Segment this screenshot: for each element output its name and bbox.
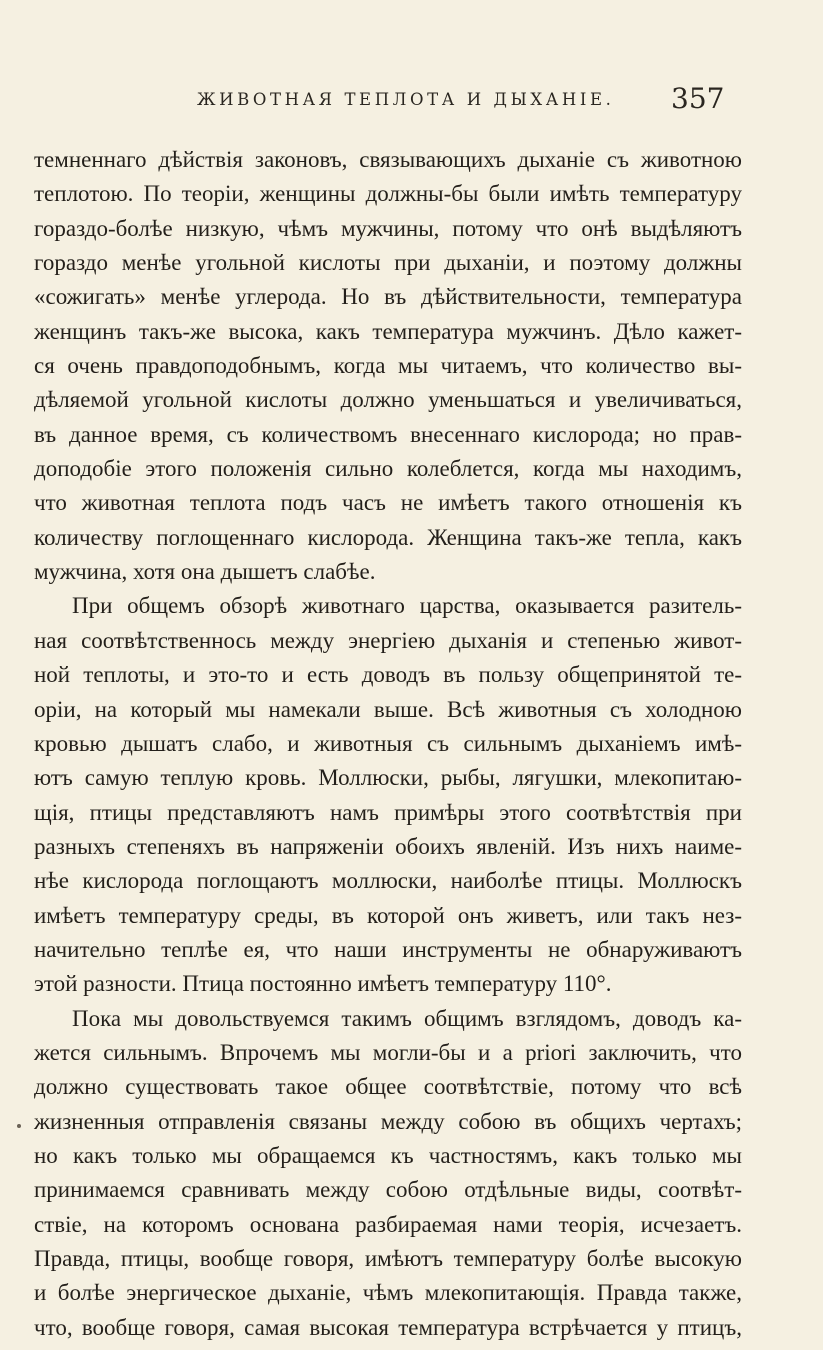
text-line: Правда, птицы, вообще говоря, имѣютъ температуру болѣе высокую (34, 1246, 742, 1271)
text-line: жется сильнымъ. Впрочемъ мы могли-бы и a priori заключить, что (34, 1039, 742, 1065)
text-line: ной теплоты, и это-то и есть доводъ въ пользу общепринятой те- (34, 662, 742, 688)
text-line: темненнаго дѣйствія законовъ, связывающихъ дыханіе съ животною (34, 147, 742, 172)
text-line: что, вообще говоря, самая высокая температура встрѣчается у птицъ, (34, 1314, 742, 1340)
text-line: должно существовать такое общее соотвѣтствіе, потому что всѣ (34, 1074, 742, 1100)
text-line: но какъ только мы обращаемся къ частностямъ, какъ только мы (34, 1142, 742, 1168)
text-line: мужчина, хотя она дышетъ слабѣе. (34, 559, 376, 585)
paragraph-first-line: Пока мы довольствуемся такимъ общимъ взглядомъ, доводъ ка- (72, 1005, 742, 1031)
text-line: нѣе кислорода поглощаютъ моллюски, наиболѣе птицы. Моллюскъ (34, 868, 742, 894)
paragraph-first-line: При общемъ обзорѣ животнаго царства, оказывается разитель- (72, 593, 742, 619)
text-line: «сожигать» менѣе углерода. Но въ дѣйствительности, температура (34, 284, 742, 310)
text-line: щія, птицы представляютъ намъ примѣры этого соотвѣтствія при (34, 799, 742, 825)
text-line: женщинъ такъ-же высока, какъ температура мужчинъ. Дѣло кажет- (34, 318, 742, 344)
text-line: принимаемся сравнивать между собою отдѣльные виды, соотвѣт- (34, 1177, 742, 1203)
text-line: разныхъ степеняхъ въ напряженіи обоихъ явленій. Изъ нихъ наиме- (34, 833, 742, 859)
text-line: этой разности. Птица постоянно имѣетъ температуру 110°. (34, 971, 612, 997)
text-line: дѣляемой угольной кислоты должно уменьшаться и увеличиваться, (34, 387, 742, 413)
margin-dot (17, 1124, 21, 1128)
text-line: и болѣе энергическое дыханіе, чѣмъ млекопитающія. Правда также, (34, 1280, 742, 1306)
text-line: гораздо-болѣе низкую, чѣмъ мужчины, потому что онѣ выдѣляютъ (34, 215, 742, 241)
text-line: жизненныя отправленія связаны между собою въ общихъ чертахъ; (34, 1108, 742, 1134)
text-line: количеству поглощеннаго кислорода. Женщина такъ-же тепла, какъ (34, 524, 742, 550)
text-line: доподобіе этого положенія сильно колеблется, когда мы находимъ, (34, 456, 742, 482)
text-line: оріи, на который мы намекали выше. Всѣ животныя съ холодною (34, 696, 742, 722)
text-line: ствіе, на которомъ основана разбираемая нами теорія, исчезаетъ. (34, 1211, 742, 1237)
text-line: въ данное время, съ количествомъ внесеннаго кислорода; но прав- (34, 421, 742, 447)
text-line: ная соотвѣтственнось между энергіею дыханія и степенью живот- (34, 627, 742, 653)
text-line: имѣетъ температуру среды, въ которой онъ живетъ, или такъ нез- (34, 902, 742, 928)
text-line: ся очень правдоподобнымъ, когда мы читаемъ, что количество вы- (34, 353, 742, 379)
text-line: теплотою. По теоріи, женщины должны-бы были имѣть температуру (34, 181, 742, 207)
text-line: начительно теплѣе ея, что наши инструменты не обнаруживаютъ (34, 936, 742, 962)
text-line: что животная теплота подъ часъ не имѣетъ такого отношенія къ (34, 490, 742, 516)
running-head: ЖИВОТНАЯ ТЕПЛОТА И ДЫХАНІЕ. (197, 90, 615, 109)
text-line: ютъ самую теплую кровь. Моллюски, рыбы, лягушки, млекопитаю- (34, 765, 742, 791)
page-number: 357 (671, 82, 725, 115)
text-line: кровью дышатъ слабо, и животныя съ сильнымъ дыханіемъ имѣ- (34, 730, 742, 756)
body-text (34, 143, 742, 1345)
text-line: гораздо менѣе угольной кислоты при дыханіи, и поэтому должны (34, 250, 742, 276)
